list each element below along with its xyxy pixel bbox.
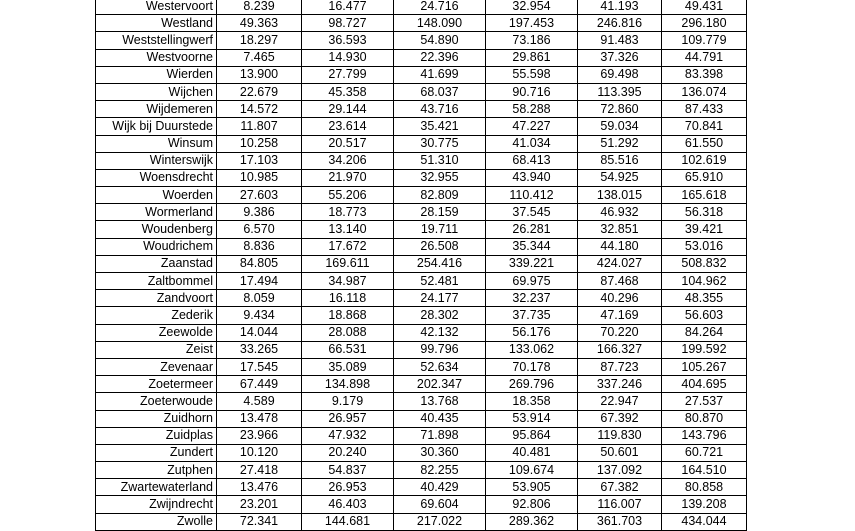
value-col-2-cell: 46.403 xyxy=(302,496,394,513)
value-col-3-cell: 40.435 xyxy=(394,410,486,427)
table-row xyxy=(96,290,747,307)
table-row xyxy=(96,462,747,479)
value-col-3-cell: 99.796 xyxy=(394,341,486,358)
municipality-cell: Wijdemeren xyxy=(96,101,217,118)
value-col-3-cell: 24.716 xyxy=(394,0,486,15)
municipality-cell: Zwijndrecht xyxy=(96,496,217,513)
table-row xyxy=(96,32,747,49)
value-col-2-cell: 16.118 xyxy=(302,290,394,307)
value-col-6-cell: 434.044 xyxy=(662,513,747,530)
value-col-4-cell: 95.864 xyxy=(486,427,578,444)
value-col-6-cell: 109.779 xyxy=(662,32,747,49)
value-col-5-cell: 138.015 xyxy=(578,187,662,204)
value-col-6-cell: 48.355 xyxy=(662,290,747,307)
value-col-2-cell: 14.930 xyxy=(302,49,394,66)
value-col-2-cell: 34.987 xyxy=(302,273,394,290)
value-col-5-cell: 113.395 xyxy=(578,83,662,100)
municipality-cell: Zaltbommel xyxy=(96,273,217,290)
value-col-6-cell: 508.832 xyxy=(662,255,747,272)
value-col-1-cell: 9.386 xyxy=(217,204,302,221)
value-col-6-cell: 164.510 xyxy=(662,462,747,479)
value-col-6-cell: 296.180 xyxy=(662,15,747,32)
value-col-4-cell: 53.914 xyxy=(486,410,578,427)
value-col-4-cell: 41.034 xyxy=(486,135,578,152)
municipality-cell: Zederik xyxy=(96,307,217,324)
value-col-6-cell: 65.910 xyxy=(662,169,747,186)
value-col-4-cell: 35.344 xyxy=(486,238,578,255)
table-row xyxy=(96,49,747,66)
value-col-4-cell: 68.413 xyxy=(486,152,578,169)
value-col-6-cell: 165.618 xyxy=(662,187,747,204)
value-col-4-cell: 32.237 xyxy=(486,290,578,307)
value-col-6-cell: 87.433 xyxy=(662,101,747,118)
value-col-5-cell: 44.180 xyxy=(578,238,662,255)
municipality-cell: Zandvoort xyxy=(96,290,217,307)
value-col-1-cell: 17.545 xyxy=(217,358,302,375)
value-col-1-cell: 10.120 xyxy=(217,444,302,461)
value-col-1-cell: 72.341 xyxy=(217,513,302,530)
value-col-3-cell: 32.955 xyxy=(394,169,486,186)
table-row xyxy=(96,513,747,530)
municipality-cell: Zoeterwoude xyxy=(96,393,217,410)
table-body xyxy=(96,0,747,530)
value-col-2-cell: 13.140 xyxy=(302,221,394,238)
value-col-3-cell: 40.429 xyxy=(394,479,486,496)
value-col-5-cell: 67.382 xyxy=(578,479,662,496)
value-col-4-cell: 70.178 xyxy=(486,358,578,375)
value-col-3-cell: 148.090 xyxy=(394,15,486,32)
value-col-5-cell: 337.246 xyxy=(578,376,662,393)
value-col-3-cell: 202.347 xyxy=(394,376,486,393)
table-row xyxy=(96,376,747,393)
value-col-4-cell: 29.861 xyxy=(486,49,578,66)
value-col-6-cell: 139.208 xyxy=(662,496,747,513)
value-col-3-cell: 28.302 xyxy=(394,307,486,324)
value-col-2-cell: 144.681 xyxy=(302,513,394,530)
value-col-5-cell: 51.292 xyxy=(578,135,662,152)
table-row xyxy=(96,324,747,341)
value-col-2-cell: 55.206 xyxy=(302,187,394,204)
value-col-2-cell: 34.206 xyxy=(302,152,394,169)
value-col-3-cell: 13.768 xyxy=(394,393,486,410)
value-col-2-cell: 35.089 xyxy=(302,358,394,375)
value-col-1-cell: 10.258 xyxy=(217,135,302,152)
value-col-3-cell: 28.159 xyxy=(394,204,486,221)
value-col-6-cell: 83.398 xyxy=(662,66,747,83)
table-row xyxy=(96,358,747,375)
table-row xyxy=(96,341,747,358)
value-col-1-cell: 11.807 xyxy=(217,118,302,135)
value-col-6-cell: 136.074 xyxy=(662,83,747,100)
value-col-4-cell: 26.281 xyxy=(486,221,578,238)
value-col-5-cell: 70.220 xyxy=(578,324,662,341)
value-col-3-cell: 51.310 xyxy=(394,152,486,169)
value-col-3-cell: 69.604 xyxy=(394,496,486,513)
value-col-2-cell: 98.727 xyxy=(302,15,394,32)
value-col-4-cell: 56.176 xyxy=(486,324,578,341)
value-col-2-cell: 134.898 xyxy=(302,376,394,393)
value-col-1-cell: 33.265 xyxy=(217,341,302,358)
value-col-6-cell: 143.796 xyxy=(662,427,747,444)
table-row xyxy=(96,479,747,496)
value-col-6-cell: 84.264 xyxy=(662,324,747,341)
value-col-6-cell: 27.537 xyxy=(662,393,747,410)
value-col-2-cell: 23.614 xyxy=(302,118,394,135)
value-col-5-cell: 361.703 xyxy=(578,513,662,530)
value-col-1-cell: 10.985 xyxy=(217,169,302,186)
value-col-3-cell: 82.809 xyxy=(394,187,486,204)
municipality-cell: Zutphen xyxy=(96,462,217,479)
value-col-4-cell: 90.716 xyxy=(486,83,578,100)
value-col-6-cell: 70.841 xyxy=(662,118,747,135)
value-col-5-cell: 119.830 xyxy=(578,427,662,444)
value-col-4-cell: 197.453 xyxy=(486,15,578,32)
municipality-table xyxy=(95,0,747,531)
value-col-3-cell: 26.508 xyxy=(394,238,486,255)
municipality-cell: Zeist xyxy=(96,341,217,358)
municipality-cell: Westervoort xyxy=(96,0,217,15)
value-col-6-cell: 61.550 xyxy=(662,135,747,152)
value-col-1-cell: 8.239 xyxy=(217,0,302,15)
municipality-cell: Westland xyxy=(96,15,217,32)
value-col-5-cell: 54.925 xyxy=(578,169,662,186)
municipality-cell: Westvoorne xyxy=(96,49,217,66)
value-col-5-cell: 69.498 xyxy=(578,66,662,83)
value-col-2-cell: 9.179 xyxy=(302,393,394,410)
value-col-4-cell: 37.735 xyxy=(486,307,578,324)
table-row xyxy=(96,169,747,186)
value-col-1-cell: 23.201 xyxy=(217,496,302,513)
value-col-2-cell: 18.773 xyxy=(302,204,394,221)
value-col-2-cell: 54.837 xyxy=(302,462,394,479)
value-col-1-cell: 13.900 xyxy=(217,66,302,83)
value-col-5-cell: 91.483 xyxy=(578,32,662,49)
value-col-5-cell: 59.034 xyxy=(578,118,662,135)
value-col-2-cell: 47.932 xyxy=(302,427,394,444)
value-col-6-cell: 56.318 xyxy=(662,204,747,221)
value-col-3-cell: 52.481 xyxy=(394,273,486,290)
value-col-4-cell: 18.358 xyxy=(486,393,578,410)
value-col-5-cell: 116.007 xyxy=(578,496,662,513)
value-col-5-cell: 85.516 xyxy=(578,152,662,169)
table-row xyxy=(96,255,747,272)
municipality-cell: Zoetermeer xyxy=(96,376,217,393)
value-col-3-cell: 41.699 xyxy=(394,66,486,83)
value-col-2-cell: 66.531 xyxy=(302,341,394,358)
value-col-6-cell: 105.267 xyxy=(662,358,747,375)
table-row xyxy=(96,152,747,169)
municipality-cell: Wijchen xyxy=(96,83,217,100)
value-col-4-cell: 43.940 xyxy=(486,169,578,186)
value-col-6-cell: 60.721 xyxy=(662,444,747,461)
value-col-3-cell: 71.898 xyxy=(394,427,486,444)
value-col-4-cell: 69.975 xyxy=(486,273,578,290)
table-row xyxy=(96,221,747,238)
value-col-4-cell: 32.954 xyxy=(486,0,578,15)
value-col-2-cell: 20.240 xyxy=(302,444,394,461)
value-col-3-cell: 52.634 xyxy=(394,358,486,375)
value-col-3-cell: 30.775 xyxy=(394,135,486,152)
value-col-1-cell: 67.449 xyxy=(217,376,302,393)
table-row xyxy=(96,0,747,15)
table-row xyxy=(96,83,747,100)
value-col-5-cell: 22.947 xyxy=(578,393,662,410)
value-col-3-cell: 54.890 xyxy=(394,32,486,49)
value-col-5-cell: 50.601 xyxy=(578,444,662,461)
value-col-3-cell: 68.037 xyxy=(394,83,486,100)
value-col-5-cell: 87.468 xyxy=(578,273,662,290)
value-col-5-cell: 47.169 xyxy=(578,307,662,324)
value-col-4-cell: 58.288 xyxy=(486,101,578,118)
municipality-cell: Woensdrecht xyxy=(96,169,217,186)
value-col-1-cell: 9.434 xyxy=(217,307,302,324)
value-col-3-cell: 24.177 xyxy=(394,290,486,307)
value-col-2-cell: 29.144 xyxy=(302,101,394,118)
municipality-cell: Woudenberg xyxy=(96,221,217,238)
value-col-1-cell: 22.679 xyxy=(217,83,302,100)
value-col-3-cell: 217.022 xyxy=(394,513,486,530)
value-col-5-cell: 37.326 xyxy=(578,49,662,66)
value-col-4-cell: 110.412 xyxy=(486,187,578,204)
value-col-4-cell: 53.905 xyxy=(486,479,578,496)
table-row xyxy=(96,204,747,221)
value-col-1-cell: 27.603 xyxy=(217,187,302,204)
table-row xyxy=(96,187,747,204)
value-col-4-cell: 133.062 xyxy=(486,341,578,358)
value-col-2-cell: 17.672 xyxy=(302,238,394,255)
value-col-5-cell: 87.723 xyxy=(578,358,662,375)
table-row xyxy=(96,238,747,255)
table-row xyxy=(96,393,747,410)
value-col-4-cell: 73.186 xyxy=(486,32,578,49)
value-col-3-cell: 30.360 xyxy=(394,444,486,461)
value-col-1-cell: 84.805 xyxy=(217,255,302,272)
value-col-1-cell: 17.103 xyxy=(217,152,302,169)
table-row xyxy=(96,118,747,135)
municipality-cell: Woudrichem xyxy=(96,238,217,255)
table-row xyxy=(96,427,747,444)
value-col-1-cell: 13.476 xyxy=(217,479,302,496)
table-row xyxy=(96,307,747,324)
value-col-5-cell: 137.092 xyxy=(578,462,662,479)
value-col-6-cell: 44.791 xyxy=(662,49,747,66)
municipality-cell: Zevenaar xyxy=(96,358,217,375)
value-col-6-cell: 199.592 xyxy=(662,341,747,358)
table-row xyxy=(96,444,747,461)
municipality-cell: Zuidplas xyxy=(96,427,217,444)
value-col-1-cell: 23.966 xyxy=(217,427,302,444)
value-col-6-cell: 56.603 xyxy=(662,307,747,324)
value-col-6-cell: 80.870 xyxy=(662,410,747,427)
value-col-2-cell: 21.970 xyxy=(302,169,394,186)
municipality-cell: Zwartewaterland xyxy=(96,479,217,496)
value-col-4-cell: 339.221 xyxy=(486,255,578,272)
value-col-4-cell: 92.806 xyxy=(486,496,578,513)
value-col-4-cell: 55.598 xyxy=(486,66,578,83)
table-row xyxy=(96,101,747,118)
value-col-6-cell: 102.619 xyxy=(662,152,747,169)
municipality-cell: Zundert xyxy=(96,444,217,461)
value-col-6-cell: 39.421 xyxy=(662,221,747,238)
value-col-3-cell: 19.711 xyxy=(394,221,486,238)
municipality-cell: Winsum xyxy=(96,135,217,152)
municipality-cell: Zuidhorn xyxy=(96,410,217,427)
value-col-2-cell: 28.088 xyxy=(302,324,394,341)
value-col-2-cell: 26.953 xyxy=(302,479,394,496)
value-col-1-cell: 6.570 xyxy=(217,221,302,238)
value-col-6-cell: 53.016 xyxy=(662,238,747,255)
municipality-cell: Weststellingwerf xyxy=(96,32,217,49)
municipality-cell: Zeewolde xyxy=(96,324,217,341)
value-col-2-cell: 20.517 xyxy=(302,135,394,152)
value-col-1-cell: 49.363 xyxy=(217,15,302,32)
value-col-1-cell: 18.297 xyxy=(217,32,302,49)
table-row xyxy=(96,273,747,290)
value-col-2-cell: 26.957 xyxy=(302,410,394,427)
value-col-1-cell: 8.836 xyxy=(217,238,302,255)
table-row xyxy=(96,410,747,427)
value-col-1-cell: 8.059 xyxy=(217,290,302,307)
value-col-2-cell: 45.358 xyxy=(302,83,394,100)
value-col-5-cell: 41.193 xyxy=(578,0,662,15)
value-col-2-cell: 36.593 xyxy=(302,32,394,49)
value-col-1-cell: 27.418 xyxy=(217,462,302,479)
value-col-5-cell: 246.816 xyxy=(578,15,662,32)
value-col-3-cell: 43.716 xyxy=(394,101,486,118)
municipality-cell: Zwolle xyxy=(96,513,217,530)
value-col-3-cell: 42.132 xyxy=(394,324,486,341)
value-col-3-cell: 254.416 xyxy=(394,255,486,272)
municipality-cell: Zaanstad xyxy=(96,255,217,272)
value-col-1-cell: 14.572 xyxy=(217,101,302,118)
table-row xyxy=(96,66,747,83)
municipality-cell: Winterswijk xyxy=(96,152,217,169)
municipality-cell: Wierden xyxy=(96,66,217,83)
value-col-4-cell: 47.227 xyxy=(486,118,578,135)
value-col-6-cell: 80.858 xyxy=(662,479,747,496)
value-col-1-cell: 14.044 xyxy=(217,324,302,341)
value-col-5-cell: 424.027 xyxy=(578,255,662,272)
value-col-1-cell: 7.465 xyxy=(217,49,302,66)
value-col-3-cell: 82.255 xyxy=(394,462,486,479)
value-col-5-cell: 166.327 xyxy=(578,341,662,358)
value-col-4-cell: 40.481 xyxy=(486,444,578,461)
value-col-5-cell: 72.860 xyxy=(578,101,662,118)
value-col-5-cell: 46.932 xyxy=(578,204,662,221)
table-row xyxy=(96,496,747,513)
table-row xyxy=(96,135,747,152)
value-col-3-cell: 22.396 xyxy=(394,49,486,66)
value-col-4-cell: 289.362 xyxy=(486,513,578,530)
value-col-6-cell: 404.695 xyxy=(662,376,747,393)
value-col-4-cell: 269.796 xyxy=(486,376,578,393)
value-col-5-cell: 67.392 xyxy=(578,410,662,427)
value-col-2-cell: 27.799 xyxy=(302,66,394,83)
value-col-6-cell: 49.431 xyxy=(662,0,747,15)
municipality-cell: Wijk bij Duurstede xyxy=(96,118,217,135)
value-col-2-cell: 16.477 xyxy=(302,0,394,15)
value-col-3-cell: 35.421 xyxy=(394,118,486,135)
value-col-5-cell: 32.851 xyxy=(578,221,662,238)
value-col-1-cell: 4.589 xyxy=(217,393,302,410)
municipality-cell: Wormerland xyxy=(96,204,217,221)
value-col-5-cell: 40.296 xyxy=(578,290,662,307)
value-col-1-cell: 13.478 xyxy=(217,410,302,427)
value-col-4-cell: 109.674 xyxy=(486,462,578,479)
value-col-1-cell: 17.494 xyxy=(217,273,302,290)
table-row xyxy=(96,15,747,32)
value-col-6-cell: 104.962 xyxy=(662,273,747,290)
value-col-2-cell: 169.611 xyxy=(302,255,394,272)
municipality-cell: Woerden xyxy=(96,187,217,204)
value-col-4-cell: 37.545 xyxy=(486,204,578,221)
value-col-2-cell: 18.868 xyxy=(302,307,394,324)
